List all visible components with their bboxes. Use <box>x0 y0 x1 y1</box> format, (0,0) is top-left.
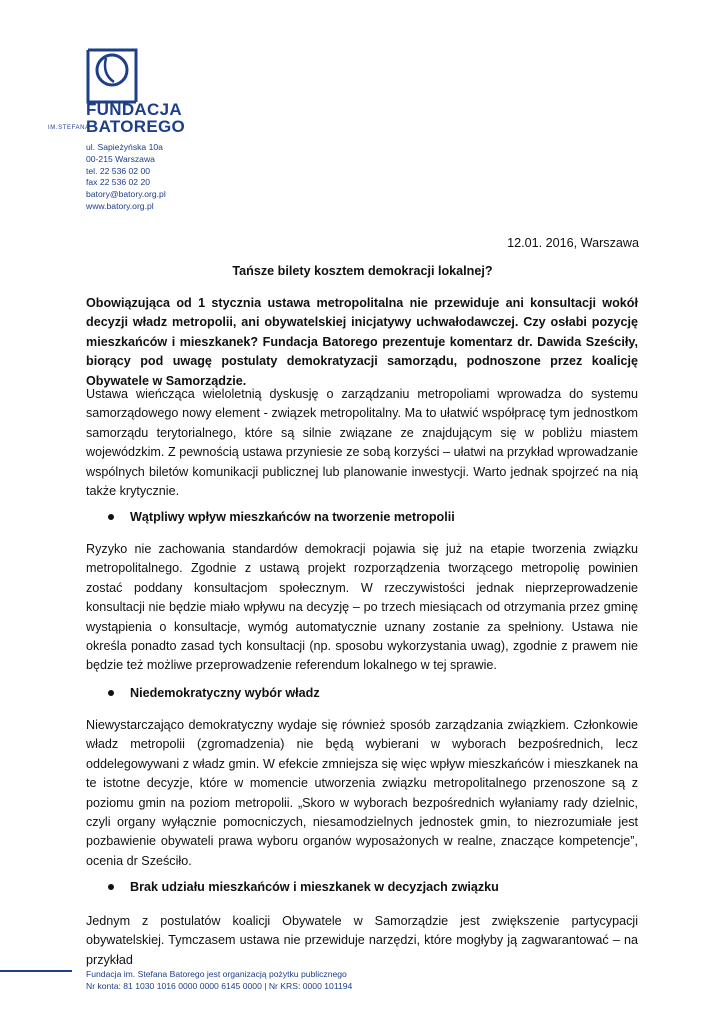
brand-name-line2: BATOREGO <box>86 117 186 136</box>
bullet-icon <box>108 514 114 520</box>
document-title: Tańsze bilety kosztem demokracji lokalnej? <box>232 264 493 278</box>
footer-line-2: Nr konta: 81 1030 1016 0000 0000 6145 0000 | Nr KRS: 0000 101194 <box>86 980 353 991</box>
contact-address: ul. Sapieżyńska 10a <box>86 142 163 152</box>
section-heading-2 <box>108 686 320 700</box>
foundation-logo-icon <box>86 48 150 104</box>
section-heading-1 <box>108 510 455 524</box>
bullet-icon <box>108 884 114 890</box>
section-heading-2-text: Niedemokratyczny wybór władz <box>130 686 320 700</box>
contact-email[interactable]: batory@batory.org.pl <box>86 189 166 200</box>
footer-divider <box>0 970 72 972</box>
contact-website[interactable]: www.batory.org.pl <box>86 200 154 211</box>
brand-name-line1: FUNDACJA <box>86 100 182 119</box>
contact-fax: fax 22 536 02 20 <box>86 177 151 188</box>
section-heading-3-text: Brak udziału mieszkańców i mieszkanek w decyzjach związku <box>130 880 499 894</box>
paragraph-section-3: Jednym z postulatów koalicji Obywatele w Samorządzie jest zwiększenie partycypacji obywatelskiej. Tymczasem ustawa nie przewiduje narzędzi, które mogłyby ją zagwarantować – na przykład <box>86 914 638 967</box>
bullet-icon <box>108 690 114 696</box>
brand-prefix: IM.STEFANA <box>48 125 90 131</box>
section-heading-3 <box>108 880 499 894</box>
section-heading-1-text: Wątpliwy wpływ mieszkańców na tworzenie metropolii <box>130 510 455 524</box>
contact-block <box>86 142 166 213</box>
contact-phone: tel. 22 536 02 00 <box>86 165 151 176</box>
paragraph-section-2: Niewystarczająco demokratyczny wydaje się również sposób zarządzania związkiem. Członkowie władz metropolii (zgromadzenia) nie będą wybierani w wyborach bezpośrednich, lecz oddelegowywani z władz gmin. W efekcie zmniejsza się więc wpływ mieszkańców i mieszkanek na te istotne decyzje, które w momencie utworzenia związku metropolitalnego przenoszone są z poziomu gmin na poziom metropolii. „Skoro w wyborach bezpośrednich wyłaniamy rady dzielnic, czyli organy wyłącznie pomocniczych, niesamodzielnych jednostek gmin, to niezrozumiałe jest pozbawienie obywateli prawa wyboru organów wyposażonych w realne, znaczące kompetencje”, ocenia dr Sześciło. <box>86 718 638 868</box>
contact-city: 00-215 Warszawa <box>86 153 155 164</box>
lead-paragraph: Obowiązująca od 1 stycznia ustawa metropolitalna nie przewiduje ani konsultacji wokół decyzji władz metropolii, ani obywatelskiej inicjatywy uchwałodawczej. Czy osłabi pozycję mieszkańców i mieszkanek? Fundacja Batorego prezentuje komentarz dr. Dawida Sześciły, biorący pod uwagę postulaty demokratyzacji samorządu, podnoszone przez koalicję Obywatele w Samorządzie. <box>86 296 638 388</box>
footer-line-1: Fundacja im. Stefana Batorego jest organizacją pożytku publicznego <box>86 969 347 979</box>
paragraph-section-1: Ryzyko nie zachowania standardów demokracji pojawia się już na etapie tworzenia związku metropolitalnego. Zgodnie z ustawą projekt rozporządzenia tworzącego metropolię powinien zostać poddany konsultacjom społecznym. W rzeczywistości jednak nieprzeprowadzenie konsultacji nie będzie miało wpływu na decyzję – po trzech miesiącach od otrzymania przez gminę wystąpienia o konsultacje, wymóg automatycznie uznany zostanie za spełniony. Ustawa nie określa ponadto zasad tych konsultacji (np. sposobu wykorzystania uwag), zgodnie z prawem nie będzie też możliwe przeprowadzenie referendum lokalnego w tej sprawie. <box>86 542 638 673</box>
document-date: 12.01. 2016, Warszawa <box>507 236 639 250</box>
footer <box>86 969 352 993</box>
paragraph-intro: Ustawa wieńcząca wieloletnią dyskusję o zarządzaniu metropoliami wprowadza do systemu samorządowego nowy element - związek metropolitalny. Ma to ułatwić współpracę tym jednostkom samorządu terytorialnego, które są silnie związane ze znajdującym się w pobliżu miastem wojewódzkim. Z pewnością ustawa przyniesie ze sobą korzyści – ułatwi na przykład wprowadzanie wspólnych biletów komunikacji publicznej lub planowanie inwestycji. Warto jednak spojrzeć na nią także krytycznie. <box>86 387 638 499</box>
